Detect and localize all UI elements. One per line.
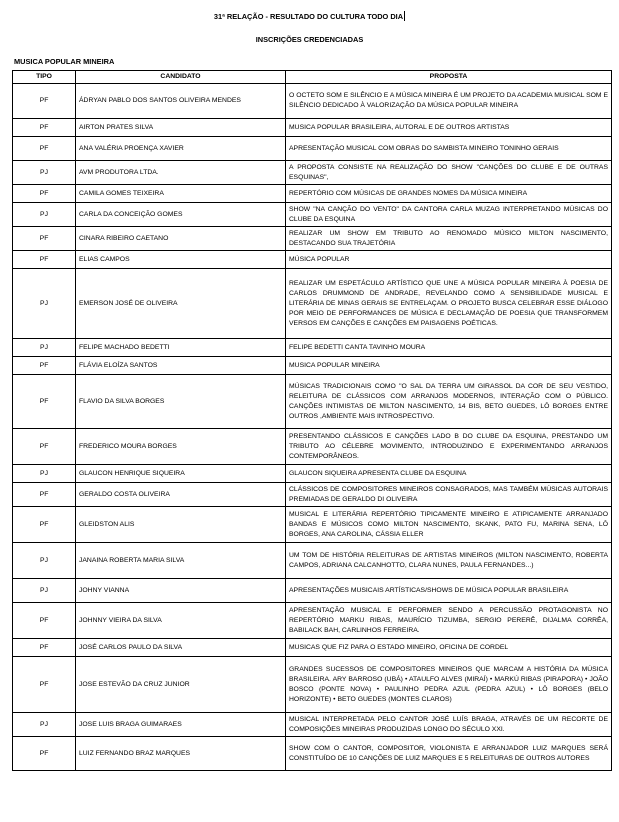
cell-tipo: PF xyxy=(13,185,76,203)
cell-tipo: PF xyxy=(13,507,76,543)
cell-candidato: JOHNNY VIEIRA DA SILVA xyxy=(76,603,286,639)
cell-proposta: REALIZAR UM SHOW EM TRIBUTO AO RENOMADO MÚSICO MILTON NASCIMENTO, DESTACANDO SUA TRAJETÓRIA xyxy=(286,227,612,251)
table-row xyxy=(13,203,612,227)
document-heading xyxy=(0,11,619,21)
table-row xyxy=(13,137,612,161)
cell-candidato: AIRTON PRATES SILVA xyxy=(76,119,286,137)
cell-tipo: PF xyxy=(13,119,76,137)
table-header-row xyxy=(13,71,612,84)
cell-proposta: GRANDES SUCESSOS DE COMPOSITORES MINEIROS QUE MARCAM A HISTÓRIA DA MÚSICA BRASILEIRA. ARY BARROSO (UBÁ) • ATAULFO ALVES (MIRAÍ) • MARKÚ RIBAS (PIRAPORA) • JOÃO BOSCO (PONTE NOVA) • PAULINHO PEDRA AZUL (PEDRA AZUL) • LÔ BORGES (BELO HORIZONTE) • BETO GUEDES (MONTES CLAROS) xyxy=(286,657,612,713)
cell-proposta: MUSICAL INTERPRETADA PELO CANTOR JOSÉ LUÍS BRAGA, ATRAVÉS DE UM RECORTE DE COMPOSIÇÕES MINEIRAS PRODUZIDAS LONGO DO SÉCULO XXI. xyxy=(286,713,612,737)
cell-tipo: PF xyxy=(13,737,76,771)
cell-proposta: PRESENTANDO CLÁSSICOS E CANÇÕES LADO B DO CLUBE DA ESQUINA, PRESTANDO UM TRIBUTO AO CÉLEBRE MOVIMENTO, INTRODUZINDO E EXPERIMENTANDO ARRANJOS CONTEMPORÂNEOS. xyxy=(286,429,612,465)
cell-candidato: ANA VALÉRIA PROENÇA XAVIER xyxy=(76,137,286,161)
column-header-candidato: CANDIDATO xyxy=(76,71,286,84)
table-row xyxy=(13,465,612,483)
cell-proposta: SHOW COM O CANTOR, COMPOSITOR, VIOLONISTA E ARRANJADOR LUIZ MARQUES SERÁ CONSTITUÍDO DE 10 CANÇÕES DE LUIZ MARQUES E 5 RELEITURAS DE OUTROS AUTORES xyxy=(286,737,612,771)
cell-tipo: PF xyxy=(13,84,76,119)
cell-tipo: PF xyxy=(13,657,76,713)
cell-candidato: FREDERICO MOURA BORGES xyxy=(76,429,286,465)
cell-candidato: FELIPE MACHADO BEDETTI xyxy=(76,339,286,357)
document-subheading: INSCRIÇÕES CREDENCIADAS xyxy=(255,35,364,44)
cell-proposta: UM TOM DE HISTÓRIA RELEITURAS DE ARTISTAS MINEIROS (MILTON NASCIMENTO, ROBERTA CAMPOS, ADRIANA CALCANHOTTO, CLARA NUNES, PAULA FERNANDES...) xyxy=(286,543,612,579)
cell-tipo: PF xyxy=(13,137,76,161)
table-row xyxy=(13,639,612,657)
cell-candidato: GLEIDSTON ALIS xyxy=(76,507,286,543)
table-row xyxy=(13,185,612,203)
table-row xyxy=(13,375,612,429)
section-title: MUSICA POPULAR MINEIRA xyxy=(14,57,115,66)
cell-tipo: PJ xyxy=(13,579,76,603)
cell-candidato: CAMILA GOMES TEIXEIRA xyxy=(76,185,286,203)
cell-tipo: PJ xyxy=(13,203,76,227)
cell-proposta: MÚSICAS TRADICIONAIS COMO "O SAL DA TERRA UM GIRASSOL DA COR DE SEU VESTIDO, RELEITURA DE CLÁSSICOS COM ARRANJOS MODERNOS, INTERAÇÃO COM O PÚBLICO. CANÇÕES INTIMISTAS DE MILTON NASCIMENTO, 14 BIS, BETO GUEDES, LÔ BORGES ENTRE OUTROS ,AMBIENTE MAIS INTROSPECTIVO. xyxy=(286,375,612,429)
cell-candidato: FLÁVIA ELOÍZA SANTOS xyxy=(76,357,286,375)
table-row xyxy=(13,251,612,269)
cell-tipo: PF xyxy=(13,429,76,465)
table-row xyxy=(13,269,612,339)
cell-proposta: MUSICA POPULAR MINEIRA xyxy=(286,357,612,375)
cell-candidato: GERALDO COSTA OLIVEIRA xyxy=(76,483,286,507)
cell-candidato: JOSE ESTEVÃO DA CRUZ JUNIOR xyxy=(76,657,286,713)
cell-proposta: GLAUCON SIQUEIRA APRESENTA CLUBE DA ESQUINA xyxy=(286,465,612,483)
cell-proposta: MUSICA POPULAR BRASILEIRA, AUTORAL E DE OUTROS ARTISTAS xyxy=(286,119,612,137)
table-row xyxy=(13,713,612,737)
table-row xyxy=(13,657,612,713)
cell-tipo: PF xyxy=(13,357,76,375)
table-row xyxy=(13,483,612,507)
cell-tipo: PF xyxy=(13,375,76,429)
table-row xyxy=(13,119,612,137)
table-row xyxy=(13,357,612,375)
cell-proposta: MUSICAS QUE FIZ PARA O ESTADO MINEIRO, OFICINA DE CORDEL xyxy=(286,639,612,657)
cell-candidato: JANAINA ROBERTA MARIA SILVA xyxy=(76,543,286,579)
cell-tipo: PF xyxy=(13,603,76,639)
cell-tipo: PF xyxy=(13,639,76,657)
cell-candidato: ELIAS CAMPOS xyxy=(76,251,286,269)
cell-tipo: PJ xyxy=(13,465,76,483)
cell-proposta: MUSICAL E LITERÁRIA REPERTÓRIO TIPICAMENTE MINEIRO E ATIPICAMENTE ARRANJADO BANDAS E MÚSICOS COMO MILTON NASCIMENTO, SKANK, PATO FU, MARINA SENA, LÔ BORGES, ANA CAROLINA, CÁSSIA ELLER xyxy=(286,507,612,543)
cell-candidato: CARLA DA CONCEIÇÃO GOMES xyxy=(76,203,286,227)
cell-tipo: PF xyxy=(13,483,76,507)
cell-proposta: MÚSICA POPULAR xyxy=(286,251,612,269)
cell-candidato: JOSE LUIS BRAGA GUIMARAES xyxy=(76,713,286,737)
cell-tipo: PJ xyxy=(13,543,76,579)
table-row xyxy=(13,603,612,639)
cell-candidato: LUIZ FERNANDO BRAZ MARQUES xyxy=(76,737,286,771)
cell-proposta: A PROPOSTA CONSISTE NA REALIZAÇÃO DO SHOW "CANÇÕES DO CLUBE E DE OUTRAS ESQUINAS", xyxy=(286,161,612,185)
cell-tipo: PJ xyxy=(13,339,76,357)
cell-tipo: PF xyxy=(13,251,76,269)
cell-candidato: JOHNY VIANNA xyxy=(76,579,286,603)
cell-candidato: ÁDRYAN PABLO DOS SANTOS OLIVEIRA MENDES xyxy=(76,84,286,119)
cell-proposta: SHOW "NA CANÇÃO DO VENTO" DA CANTORA CARLA MUZAG INTERPRETANDO MÚSICAS DO CLUBE DA ESQUINA xyxy=(286,203,612,227)
cell-candidato: FLAVIO DA SILVA BORGES xyxy=(76,375,286,429)
cell-proposta: CLÁSSICOS DE COMPOSITORES MINEIROS CONSAGRADOS, MAS TAMBÉM MÚSICAS AUTORAIS PREMIADAS DE GERALDO DI OLIVEIRA xyxy=(286,483,612,507)
cell-candidato: JOSÉ CARLOS PAULO DA SILVA xyxy=(76,639,286,657)
cell-tipo: PF xyxy=(13,227,76,251)
table-row xyxy=(13,579,612,603)
table-row xyxy=(13,507,612,543)
cell-proposta: FELIPE BEDETTI CANTA TAVINHO MOURA xyxy=(286,339,612,357)
cell-proposta: APRESENTAÇÕES MUSICAIS ARTÍSTICAS/SHOWS DE MÚSICA POPULAR BRASILEIRA xyxy=(286,579,612,603)
table-row xyxy=(13,737,612,771)
cell-candidato: EMERSON JOSÉ DE OLIVEIRA xyxy=(76,269,286,339)
results-table xyxy=(12,70,612,771)
text-cursor xyxy=(404,11,405,21)
table-row xyxy=(13,543,612,579)
table-row xyxy=(13,161,612,185)
cell-proposta: APRESENTAÇÃO MUSICAL COM OBRAS DO SAMBISTA MINEIRO TONINHO GERAIS xyxy=(286,137,612,161)
heading-text: 31ª RELAÇÃO - RESULTADO DO CULTURA TODO DIA xyxy=(213,12,404,21)
cell-proposta: O OCTETO SOM E SILÊNCIO E A MÚSICA MINEIRA É UM PROJETO DA ACADEMIA MUSICAL SOM E SILÊNCIO DEDICADO À VALORIZAÇÃO DA MÚSICA POPULAR MINEIRA xyxy=(286,84,612,119)
cell-candidato: CINARA RIBEIRO CAETANO xyxy=(76,227,286,251)
cell-tipo: PJ xyxy=(13,713,76,737)
table-row xyxy=(13,84,612,119)
table-row xyxy=(13,429,612,465)
cell-candidato: AVM PRODUTORA LTDA. xyxy=(76,161,286,185)
column-header-tipo: TIPO xyxy=(13,71,76,84)
cell-candidato: GLAUCON HENRIQUE SIQUEIRA xyxy=(76,465,286,483)
cell-proposta: REPERTÓRIO COM MÚSICAS DE GRANDES NOMES DA MÚSICA MINEIRA xyxy=(286,185,612,203)
cell-tipo: PJ xyxy=(13,161,76,185)
table-row xyxy=(13,227,612,251)
cell-tipo: PJ xyxy=(13,269,76,339)
column-header-proposta: PROPOSTA xyxy=(286,71,612,84)
table-row xyxy=(13,339,612,357)
cell-proposta: APRESENTAÇÃO MUSICAL E PERFORMER SENDO A PERCUSSÃO PROTAGONISTA NO REPERTÓRIO MARKU RIBAS, MAURÍCIO TIZUMBA, SERGIO PERERÊ, DIJALMA CORRÊA, BABILACK BAH, CARLINHOS FERREIRA. xyxy=(286,603,612,639)
cell-proposta: REALIZAR UM ESPETÁCULO ARTÍSTICO QUE UNE A MÚSICA POPULAR MINEIRA À POESIA DE CARLOS DRUMMOND DE ANDRADE, REVELANDO COMO A SENSIBILIDADE MUSICAL E LITERÁRIA DE MINAS GERAIS SE ENTRELAÇAM. O PROJETO BUSCA CELEBRAR ESSE DIÁLOGO POR MEIO DE PERFORMANCES DE MÚSICA E DECLAMAÇÃO DE POESIA QUE TRANSFORMEM VERSOS EM CANÇÕES E CANÇÕES EM PAISAGENS POÉTICAS. xyxy=(286,269,612,339)
